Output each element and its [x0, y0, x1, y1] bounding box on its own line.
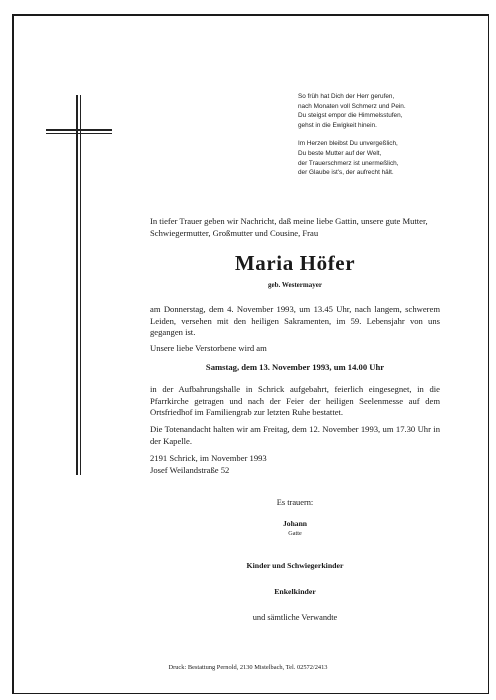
- cross-icon: [46, 95, 106, 475]
- birth-name: geb. Westermayer: [268, 281, 322, 289]
- death-notice: am Donnerstag, dem 4. November 1993, um 13.45 Uhr, nach langem, schwerem Leiden, versehen mit den heiligen Sakramenten, im 59. Lebensjahr von uns gegangen ist.: [150, 304, 440, 338]
- address-line: Josef Weilandstraße 52: [150, 464, 230, 475]
- address: [150, 453, 440, 476]
- mourner-children: Kinder und Schwiegerkinder: [246, 561, 344, 570]
- address-line: 2191 Schrick, im November 1993: [150, 453, 267, 463]
- poem-stanza-1: [298, 92, 478, 130]
- mourner-relatives: und sämtliche Verwandte: [252, 613, 338, 622]
- printer-credit: Druck: Bestattung Pernold, 2130 Mistelbach, Tel. 02572/2413: [168, 664, 328, 671]
- deceased-name: Maria Höfer: [234, 251, 356, 275]
- laying-out-details: in der Aufbahrungshalle in Schrick aufgebahrt, feierlich eingesegnet, in die Pfarrkirche getragen und nach der Feier der heiligen Seelenmesse auf dem Ortsfriedhof im Familiengrab zur letzten Ruhe bestattet.: [150, 384, 440, 418]
- mourner-grandchildren: Enkelkinder: [274, 587, 316, 596]
- mourners-heading: Es trauern:: [276, 498, 314, 507]
- poem: [298, 92, 478, 187]
- poem-stanza-2: [298, 139, 478, 177]
- poem-line: nach Monaten voll Schmerz und Pein.: [298, 102, 406, 110]
- laying-out-intro: Unsere liebe Verstorbene wird am: [150, 343, 267, 353]
- intro-text: In tiefer Trauer geben wir Nachricht, daß meine liebe Gattin, unsere gute Mutter, Schwiegermutter, Großmutter und Cousine, Frau: [150, 216, 428, 238]
- poem-line: So früh hat Dich der Herr gerufen,: [298, 93, 395, 100]
- poem-line: der Trauerschmerz ist unermeßlich,: [298, 159, 399, 167]
- poem-line: gehst in die Ewigkeit hinein.: [298, 121, 377, 129]
- poem-line: Du steigst empor die Himmelsstufen,: [298, 112, 403, 120]
- poem-line: der Glaube ist's, der aufrecht hält.: [298, 169, 394, 177]
- poem-line: Du beste Mutter auf der Welt,: [298, 149, 382, 157]
- prayer-notice: Die Totenandacht halten wir am Freitag, dem 12. November 1993, um 17.30 Uhr in der Kapelle.: [150, 424, 440, 446]
- mourner-husband-role: Gatte: [288, 530, 302, 537]
- poem-line: Im Herzen bleibst Du unvergeßlich,: [298, 140, 398, 148]
- mourner-husband: Johann: [282, 519, 308, 528]
- laying-out-date: Samstag, dem 13. November 1993, um 14.00 Uhr: [205, 362, 385, 372]
